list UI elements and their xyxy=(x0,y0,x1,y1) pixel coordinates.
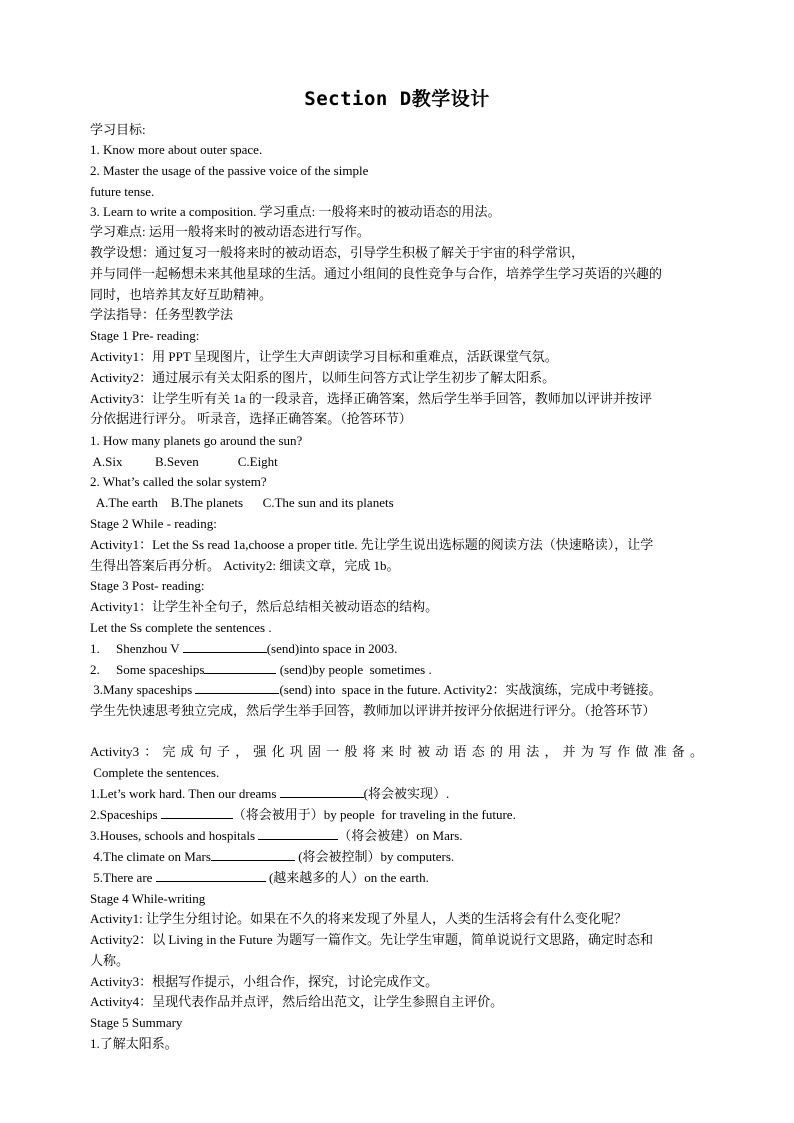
answer-blank[interactable] xyxy=(204,661,276,674)
text-line: Activity2：以 Living in the Future 为题写一篇作文。先让学生审题，简单说说行文思路，确定时态和 xyxy=(90,932,653,947)
text-line: 教学设想：通过复习一般将来时的被动语态，引导学生积极了解关于宇宙的科学常识， xyxy=(90,245,585,260)
text-line: Activity4：呈现代表作品并点评，然后给出范文，让学生参照自主评价。 xyxy=(90,994,504,1009)
text-line: Activity3：让学生听有关 1a 的一段录音，选择正确答案，然后学生举手回答，教师加以评讲并按评 xyxy=(90,391,652,406)
answer-options: A.The earth B.The planets C.The sun and its planets xyxy=(90,495,394,510)
text-line: Activity3：完成句子，强化巩固一般将来时被动语态的用法，并为写作做准备。 xyxy=(90,744,703,759)
answer-blank[interactable] xyxy=(258,827,338,840)
text-line: future tense. xyxy=(90,184,155,199)
text-line: 1.了解太阳系。 xyxy=(90,1036,178,1051)
text-line: 人称。 xyxy=(90,953,130,968)
answer-blank[interactable] xyxy=(161,806,233,819)
text-line: 学生先快速思考独立完成，然后学生举手回答，教师加以评讲并按评分依据进行评分。（抢答环节） xyxy=(90,703,656,718)
exercise-item: 2.Spaceships （将会被用于）by people for traveling in the future. xyxy=(90,807,516,822)
text-line: Let the Ss complete the sentences . xyxy=(90,620,272,635)
section-heading: Stage 1 Pre- reading: xyxy=(90,328,200,343)
exercise-item: 4.The climate on Mars (将会被控制）by computers. xyxy=(90,849,455,864)
answer-blank[interactable] xyxy=(280,785,364,798)
question: 1. How many planets go around the sun? xyxy=(90,433,303,448)
text-line: Activity2：通过展示有关太阳系的图片，以师生问答方式让学生初步了解太阳系。 xyxy=(90,370,556,385)
section-heading: Stage 2 While - reading: xyxy=(90,516,217,531)
text-line: Activity1：Let the Ss read 1a,choose a proper title. 先让学生说出选标题的阅读方法（快速略读），让学 xyxy=(90,537,654,552)
section-heading: Stage 5 Summary xyxy=(90,1015,183,1030)
exercise-item: 2. Some spaceships (send)by people sometimes . xyxy=(90,662,432,677)
section-heading: Stage 4 While-writing xyxy=(90,891,206,906)
exercise-item: 5.There are (越来越多的人）on the earth. xyxy=(90,870,429,885)
section-heading: Stage 3 Post- reading: xyxy=(90,578,205,593)
text-line: 同时，也培养其友好互助精神。 xyxy=(90,287,273,302)
text-line: 学法指导：任务型教学法 xyxy=(90,307,234,322)
exercise-item: 1. Shenzhou V (send)into space in 2003. xyxy=(90,641,398,656)
exercise-item: 1.Let’s work hard. Then our dreams (将会被实现）. xyxy=(90,786,450,801)
answer-blank[interactable] xyxy=(183,640,267,653)
answer-options: A.Six B.Seven C.Eight xyxy=(90,454,278,469)
text-line: 学习难点: 运用一般将来时的被动语态进行写作。 xyxy=(90,224,370,239)
text-line: 分依据进行评分。 听录音，选择正确答案。（抢答环节） xyxy=(90,411,412,426)
exercise-item: 3.Houses, schools and hospitals （将会被建）on Mars. xyxy=(90,828,463,843)
question: 2. What’s called the solar system? xyxy=(90,474,267,489)
text-line: Complete the sentences. xyxy=(90,765,220,780)
exercise-item: 3.Many spaceships (send) into space in the future. Activity2：实战演练，完成中考链接。 xyxy=(90,682,662,697)
page-title: Section D教学设计 xyxy=(304,88,490,110)
text-line: Activity1: 让学生分组讨论。如果在不久的将来发现了外星人，人类的生活将会有什么变化呢？ xyxy=(90,911,627,926)
text-line: 生得出答案后再分析。 Activity2: 细读文章，完成 1b。 xyxy=(90,558,400,573)
answer-blank[interactable] xyxy=(195,681,279,694)
text-line: 1. Know more about outer space. xyxy=(90,142,263,157)
text-line: Activity1：用 PPT 呈现图片，让学生大声朗读学习目标和重难点，活跃课堂气氛。 xyxy=(90,349,558,364)
text-line: Activity1：让学生补全句子，然后总结相关被动语态的结构。 xyxy=(90,599,439,614)
text-line: 并与同伴一起畅想未来其他星球的生活。通过小组间的良性竞争与合作，培养学生学习英语的兴趣的 xyxy=(90,266,663,281)
text-line: 学习目标: xyxy=(90,122,146,137)
text-line: 2. Master the usage of the passive voice of the simple xyxy=(90,163,369,178)
answer-blank[interactable] xyxy=(156,869,266,882)
text-line: Activity3：根据写作提示，小组合作，探究，讨论完成作文。 xyxy=(90,974,439,989)
text-line: 3. Learn to write a composition. 学习重点: 一般将来时的被动语态的用法。 xyxy=(90,204,501,219)
answer-blank[interactable] xyxy=(211,848,295,861)
